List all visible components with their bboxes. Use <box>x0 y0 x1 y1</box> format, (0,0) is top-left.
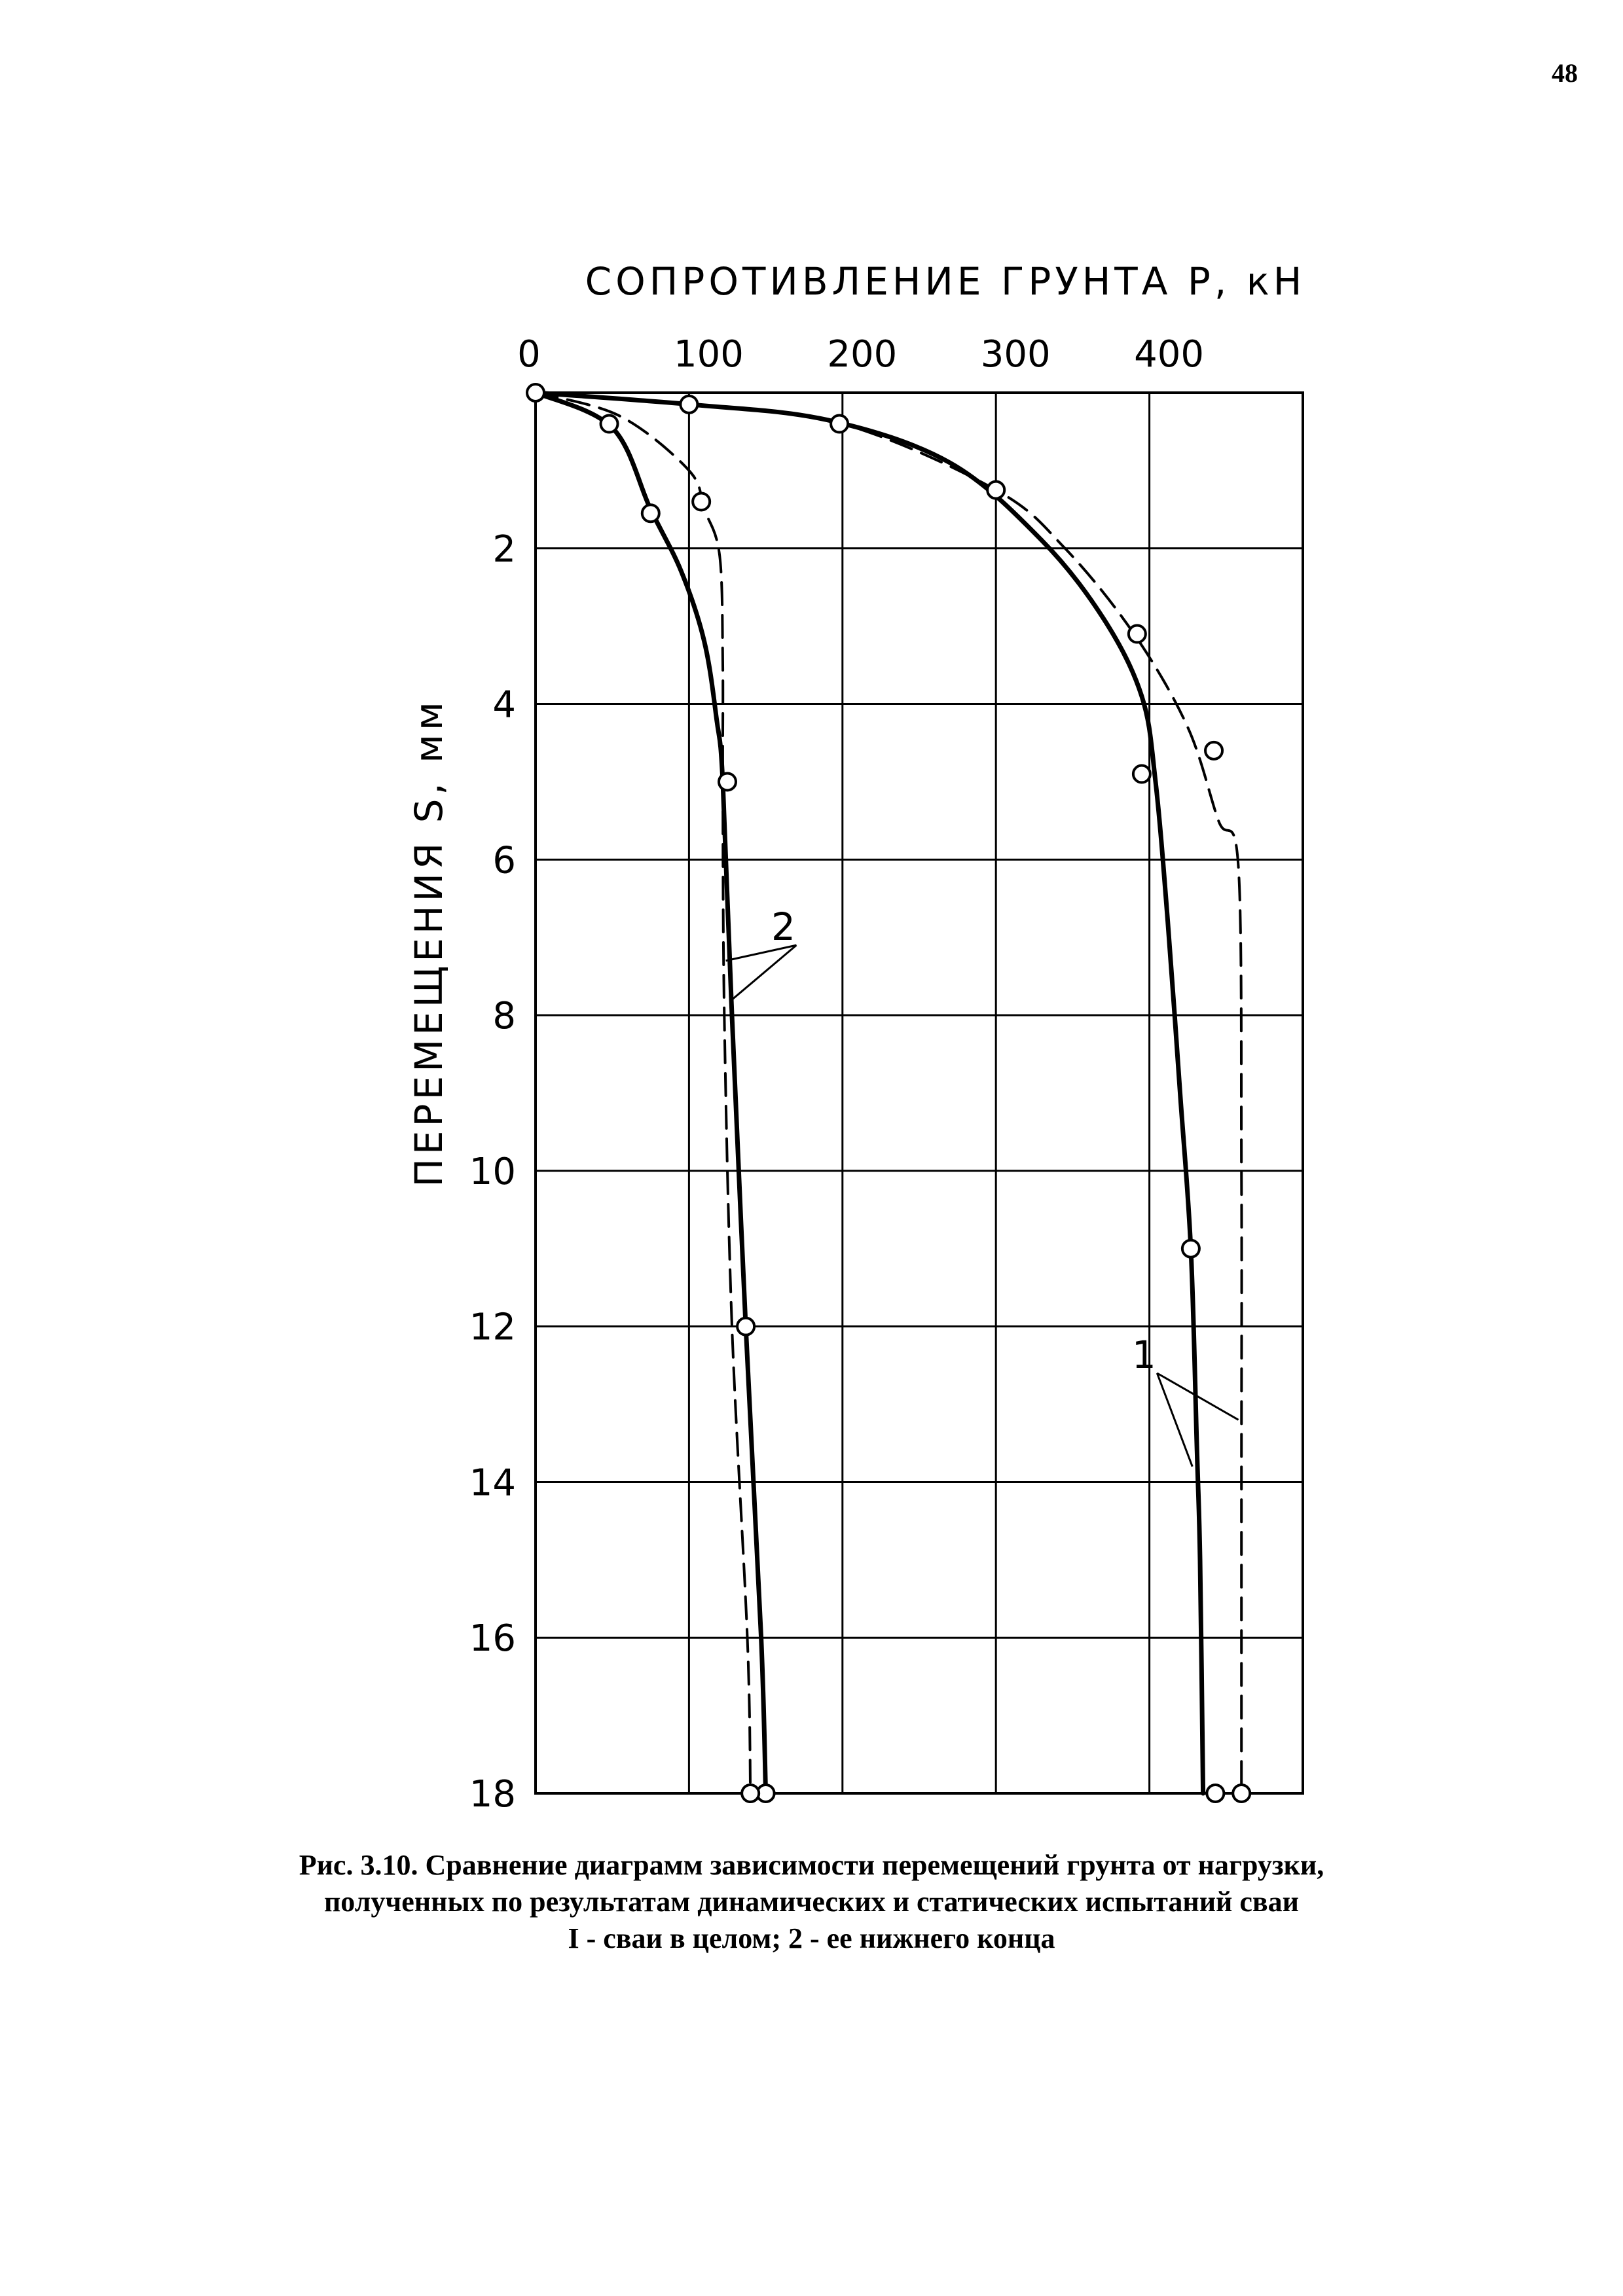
series-1-dashed-point <box>1129 626 1146 643</box>
annotation-layer <box>726 905 1239 1467</box>
annotation-leader <box>732 945 796 999</box>
x-axis-title: СОПРОТИВЛЕНИЕ ГРУНТА P, кН <box>585 259 1306 304</box>
caption-line-3: I - сваи в целом; 2 - ее нижнего конца <box>568 1922 1055 1954</box>
x-tick-label: 400 <box>1134 333 1205 376</box>
y-tick-label: 18 <box>469 1773 516 1816</box>
annotation-label: 1 <box>1131 1333 1156 1377</box>
y-tick-label: 12 <box>469 1306 516 1349</box>
series-1-solid-point <box>1182 1240 1199 1257</box>
series-2-solid-point <box>737 1318 754 1335</box>
plot-frame <box>536 393 1303 1793</box>
x-tick-label: 0 <box>517 333 541 376</box>
series-1-dashed-point <box>1233 1785 1250 1802</box>
series-2-dashed-line <box>536 393 750 1793</box>
x-tick-label: 100 <box>673 333 744 376</box>
x-tick-label: 200 <box>827 333 898 376</box>
annotation-label: 2 <box>771 905 795 950</box>
series-2-solid-point <box>601 416 618 433</box>
series-2-dashed-point <box>693 493 710 510</box>
origin-point <box>527 384 544 401</box>
x-tick-label: 300 <box>980 333 1051 376</box>
y-tick-label: 8 <box>492 995 516 1038</box>
label-layer <box>407 259 1305 1816</box>
y-tick-label: 6 <box>492 839 516 882</box>
series-1-dashed-point <box>680 396 697 413</box>
caption-line-1: Рис. 3.10. Сравнение диаграмм зависимости перемещений грунта от нагрузки, <box>299 1849 1324 1881</box>
y-tick-label: 16 <box>469 1617 516 1660</box>
series-1-dashed-point <box>987 482 1004 499</box>
series-2-solid-point <box>719 773 736 790</box>
series-1-solid-line <box>536 393 1203 1793</box>
series-2-dashed-point <box>742 1785 759 1802</box>
page-number: 48 <box>1552 58 1578 88</box>
caption-line-2: полученных по результатам динамических и статических испытаний сваи <box>323 1886 1300 1918</box>
marker-layer <box>527 384 1250 1802</box>
series-1-solid-point <box>1133 766 1150 783</box>
y-tick-label: 4 <box>492 683 516 726</box>
y-axis-title: ПЕРЕМЕЩЕНИЯ S, мм <box>407 698 451 1187</box>
series-2-solid-point <box>642 505 659 522</box>
y-tick-label: 14 <box>469 1462 516 1505</box>
series-1-dashed-line <box>536 393 1242 1793</box>
annotation-leader <box>1157 1373 1192 1467</box>
series-2-solid-line <box>536 393 766 1793</box>
series-layer <box>536 393 1242 1793</box>
grid <box>536 393 1303 1793</box>
series-1-dashed-point <box>1205 742 1222 759</box>
y-tick-label: 2 <box>492 528 516 571</box>
series-1-dashed-point <box>831 416 848 433</box>
series-1-solid-point <box>1207 1785 1224 1802</box>
y-tick-label: 10 <box>469 1150 516 1193</box>
figure-caption <box>131 1847 1492 1957</box>
